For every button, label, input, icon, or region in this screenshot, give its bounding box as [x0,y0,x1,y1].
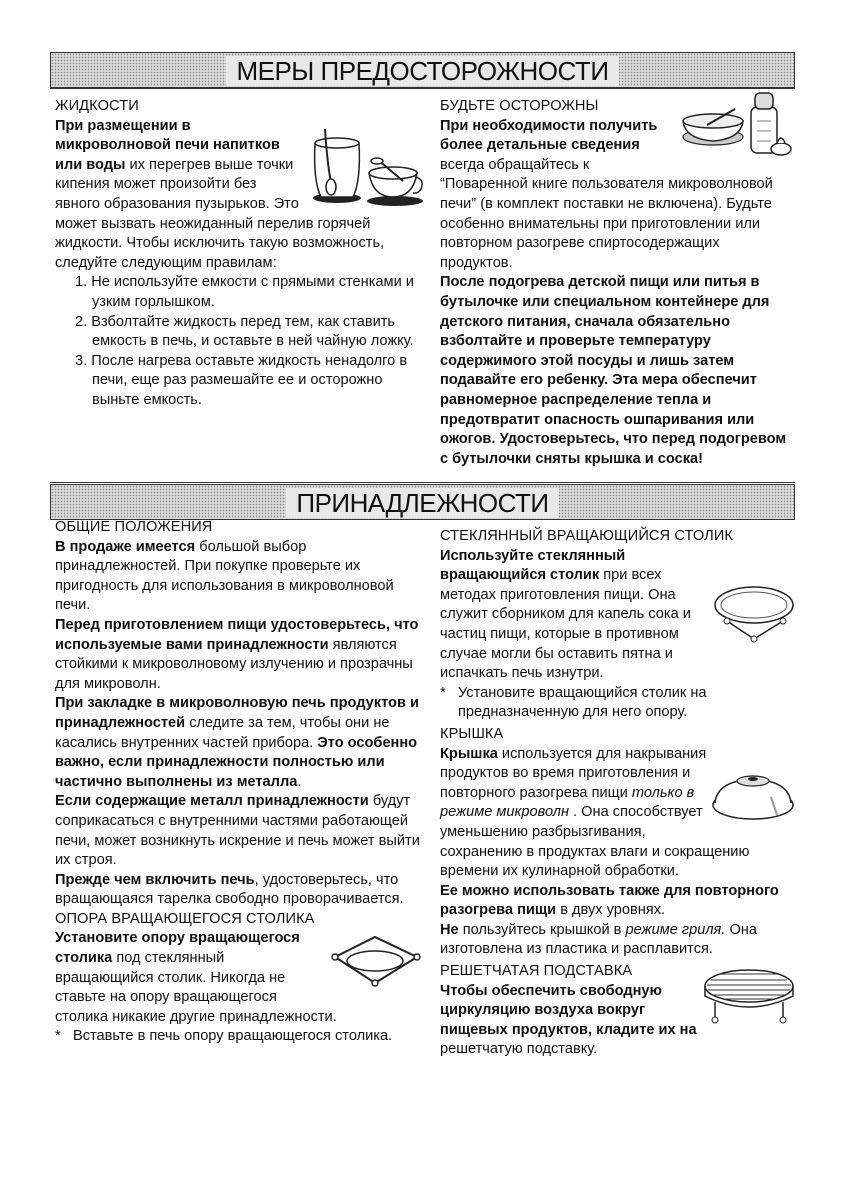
be-careful-block [440,97,795,469]
section-banner-accessories [50,484,795,520]
rack-paragraph: Чтобы обеспечить свободную циркуляцию воздуха вокруг пищевых продуктов, кладите их на решетчатую подставку. [440,982,697,1058]
list-item: 3. После нагрева оставьте жидкость ненадолго в печи, еще раз размешайте ее и осторожно выньте емкость. [75,352,408,408]
rack-heading: РЕШЕТЧАТАЯ ПОДСТАВКА [440,963,633,980]
glass-turntable-note: * Установите вращающийся столик на предназначенную для него опору. [440,684,707,721]
general-paragraph: Прежде чем включить печь, удостоверьтесь, что вращающаяся тарелка свободно проворачивается. [55,871,404,908]
general-paragraph: При закладке в микроволновую печь продуктов и принадлежностей следите за тем, чтобы они не касались внутренних частей прибора. Это особенно важно, если принадлежности полностью или частично выполнены из металла. [55,695,419,790]
glass-turntable-paragraph: Используйте стеклянный вращающийся столик при всех методах приготовления пищи. Она служит сборником для капель сока и частиц пищи, которые в противном случае могли бы оставить пятна и испачкать печь изнутри. [440,547,691,682]
lid-paragraph: Не пользуйтесь крышкой в режиме гриля. Она изготовлена из пластика и расплавится. [440,921,757,958]
liquids-block [55,97,425,411]
lid-heading: КРЫШКА [440,725,504,742]
bowl-and-bottle-illustration [677,91,795,161]
glass-turntable-block [440,527,795,1060]
glass-turntable-illustration [713,577,795,649]
list-item: 1. Не используйте емкости с прямыми стенками и узким горлышком. [75,274,414,310]
be-careful-paragraph: При необходимости получить более детальные сведения всегда обращайтесь к “Поваренной книге пользователя микроволновой печи” (в комплект поставки не включена). Будьте особенно внимательны при приготовлении или повторном разогреве спиртосодержащих продуктов. [440,117,773,271]
general-heading: ОБЩИЕ ПОЛОЖЕНИЯ [55,519,213,535]
list-item: 2. Взболтайте жидкость перед тем, как ставить емкость в печь, и оставьте в ней чайную ложку. [75,313,414,350]
be-careful-heading: БУДЬТЕ ОСТОРОЖНЫ [440,98,599,114]
support-heading: ОПОРА ВРАЩАЮЩЕГОСЯ СТОЛИКА [55,910,315,927]
wire-rack-illustration [703,966,795,1032]
divider [50,88,795,89]
baby-food-warning: После подогрева детской пищи или питья в бутылочке или специальном контейнере для детского питания, сначала обязательно взболтайте и проверьте температуру содержимого этой посуды и лишь затем подавайте его ребенку. Эта мера обеспечит равномерное распределение тепла и предотвратит опасность ошпаривания или ожогов. Удостоверьтесь, что перед подогревом с бутылочки сняты крышка и соска! [440,274,787,467]
section-title: МЕРЫ ПРЕДОСТОРОЖНОСТИ [51,56,794,86]
liquids-paragraph: При размещении в микроволновой печи напитков или воды их перегрев выше точки кипения может произойти без явного образования пузырьков. Это может вызвать неожиданный перелив горячей жидкости. Чтобы исключить такую возможность, следуйте следующим правилам: [55,117,385,271]
general-block [55,518,425,1047]
turntable-support-illustration [325,933,425,989]
divider [50,482,795,483]
general-paragraph: Если содержащие металл принадлежности будут соприкасаться с внутренними частями работающей печи, может возникнуть искрение и печь может выйти их строя. [55,793,420,869]
liquids-rules-list [55,273,425,410]
section-title: ПРИНАДЛЕЖНОСТИ [51,488,794,518]
liquids-heading: ЖИДКОСТИ [55,98,139,114]
glass-turntable-heading: СТЕКЛЯННЫЙ ВРАЩАЮЩИЙСЯ СТОЛИК [440,528,734,544]
section-banner-precautions [50,52,795,88]
support-note: * Вставьте в печь опору вращающегося столика. [55,1028,393,1045]
support-paragraph: Установите опору вращающегося столика под стеклянный вращающийся столик. Никогда не ставьте на опору вращающегося столика никакие другие принадлежности. [55,930,337,1025]
glass-and-cup-illustration [307,121,425,207]
lid-paragraph: Ее можно использовать также для повторного разогрева пищи в двух уровнях. [440,882,779,919]
lid-paragraph: Крышка используется для накрывания продуктов во время приготовления и повторного разогрева пищи только в режиме микроволн . Она способствует уменьшению разбрызгивания, сохранению в продуктах влаги и сокращению времени их кулинарной обработки. [440,745,750,880]
lid-illustration [711,763,795,825]
general-paragraph: В продаже имеется большой выбор принадлежностей. При покупке проверьте их пригодность для использования в микроволновой печи. [55,538,394,614]
general-paragraph: Перед приготовлением пищи удостоверьтесь, что используемые вами принадлежности являются стойкими к микроволновому излучению и прозрачны для микроволн. [55,616,419,692]
